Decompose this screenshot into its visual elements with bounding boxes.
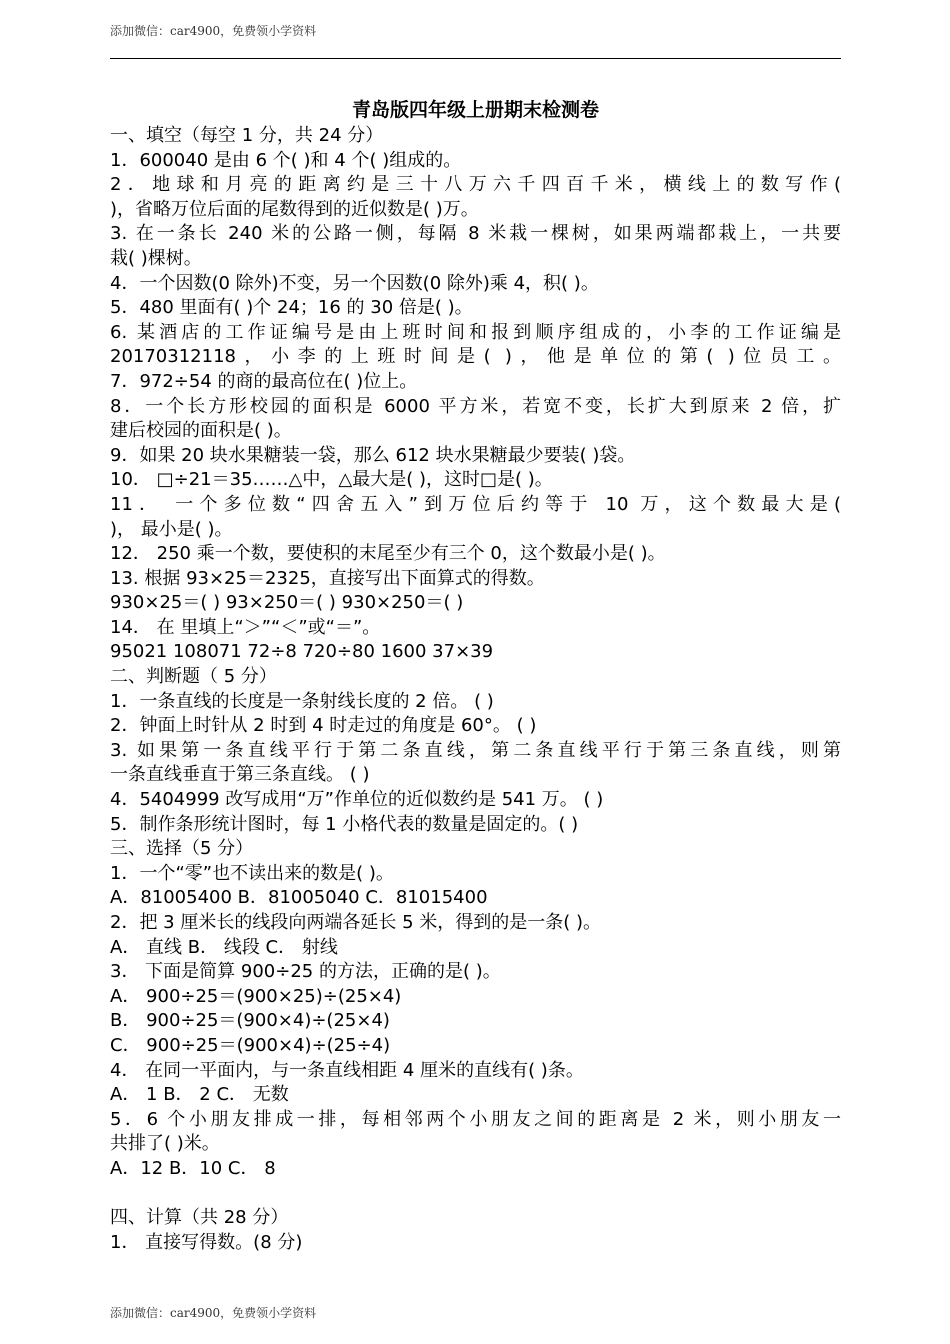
text-line (110, 1182, 841, 1207)
text-line: 4． 在同一平面内，与一条直线相距 4 厘米的直线有( )条。 (110, 1059, 584, 1081)
text-line: 四、计算（共 28 分） (110, 1207, 289, 1229)
text-line: 共排了( )米。 (110, 1133, 220, 1155)
text-line: 8．一个长方形校园的面积是 6000 平方米，若宽不变，长扩大到原来 2 倍，扩 (110, 395, 841, 417)
text-line: 2．地球和月亮的距离约是三十八万六千四百千米，横线上的数写作( (110, 174, 841, 196)
text-line: 6. 某酒店的工作证编号是由上班时间和报到顺序组成的，小李的工作证编是 (110, 321, 841, 343)
text-line: 7．972÷54 的商的最高位在( )位上。 (110, 370, 418, 392)
text-line: A． 900÷25＝(900×25)÷(25×4) (110, 985, 402, 1007)
text-line: 5．480 里面有( )个 24；16 的 30 倍是( )。 (110, 297, 473, 319)
text-line: C． 900÷25＝(900×4)÷(25÷4) (110, 1034, 391, 1056)
text-line: A． 直线 B． 线段 C． 射线 (110, 936, 338, 958)
page-header-note: 添加微信：car4900，免费领小学资料 (110, 24, 317, 38)
page-footer-note: 添加微信：car4900，免费领小学资料 (110, 1306, 317, 1320)
text-line: 10． □÷21＝35……△中，△最大是( )，这时□是( )。 (110, 469, 553, 491)
document-title: 青岛版四年级上册期末检测卷 (351, 99, 599, 121)
text-line: 建后校园的面积是( )。 (110, 420, 292, 442)
header-rule (110, 58, 841, 59)
text-line: 5．制作条形统计图时，每 1 小格代表的数量是固定的。( ) (110, 813, 579, 835)
text-line: 930×25＝( ) 93×250＝( ) 930×250＝( ) (110, 592, 464, 614)
text-line: A．81005400 B．81005040 C．81015400 (110, 887, 488, 909)
text-line: 二、判断题（ 5 分） (110, 666, 277, 688)
text-line: 2．钟面上时针从 2 时到 4 时走过的角度是 60°。 ( ) (110, 715, 537, 737)
text-line: 一、填空（每空 1 分，共 24 分） (110, 125, 384, 146)
text-line: A．12 B．10 C． 8 (110, 1157, 276, 1179)
text-line: 3. 在一条长 240 米的公路一侧，每隔 8 米栽一棵树，如果两端都栽上，一共要 (110, 223, 841, 245)
text-line: 3． 下面是简算 900÷25 的方法，正确的是( )。 (110, 961, 501, 983)
text-line: 13. 根据 93×25＝2325，直接写出下面算式的得数。 (110, 567, 545, 589)
text-line: )， 最小是( )。 (110, 518, 233, 540)
document-lines (110, 124, 841, 1255)
text-line: 1．600040 是由 6 个( )和 4 个( )组成的。 (110, 149, 462, 171)
text-line: 1．一个“零”也不读出来的数是( )。 (110, 862, 394, 884)
text-line: 4．一个因数(0 除外)不变，另一个因数(0 除外)乘 4，积( )。 (110, 272, 599, 294)
text-line: 5．6 个小朋友排成一排，每相邻两个小朋友之间的距离是 2 米，则小朋友一 (110, 1108, 841, 1130)
text-line: 14． 在 里填上“＞”“＜”或“＝”。 (110, 616, 381, 638)
text-line: 12． 250 乘一个数，要使积的末尾至少有三个 0，这个数最小是( )。 (110, 543, 666, 565)
text-line: 1．一条直线的长度是一条射线长度的 2 倍。 ( ) (110, 690, 494, 712)
document-body (110, 96, 841, 1255)
text-line: A． 1 B． 2 C． 无数 (110, 1084, 289, 1106)
text-line: B． 900÷25＝(900×4)÷(25×4) (110, 1010, 390, 1032)
text-line: 20170312118，小李的上班时间是( )，他是单位的第( )位员工。 (110, 346, 841, 368)
text-line: 一条直线垂直于第三条直线。 ( ) (110, 764, 370, 786)
text-line: 11． 一个多位数“四舍五入”到万位后约等于 10 万，这个数最大是( (110, 493, 841, 515)
text-line: 三、选择（5 分） (110, 838, 254, 860)
text-line: )，省略万位后面的尾数得到的近似数是( )万。 (110, 198, 479, 220)
text-line: 9．如果 20 块水果糖装一袋，那么 612 块水果糖最少要装( )袋。 (110, 444, 636, 466)
text-line: 95021 108071 72÷8 720÷80 1600 37×39 (110, 641, 494, 663)
text-line: 4．5404999 改写成用“万”作单位的近似数约是 541 万。 ( ) (110, 789, 604, 811)
text-line: 1． 直接写得数。(8 分) (110, 1231, 303, 1253)
text-line: 3. 如果第一条直线平行于第二条直线，第二条直线平行于第三条直线，则第 (110, 739, 841, 761)
text-line: 2．把 3 厘米长的线段向两端各延长 5 米，得到的是一条( )。 (110, 912, 602, 933)
text-line: 栽( )棵树。 (110, 247, 202, 269)
